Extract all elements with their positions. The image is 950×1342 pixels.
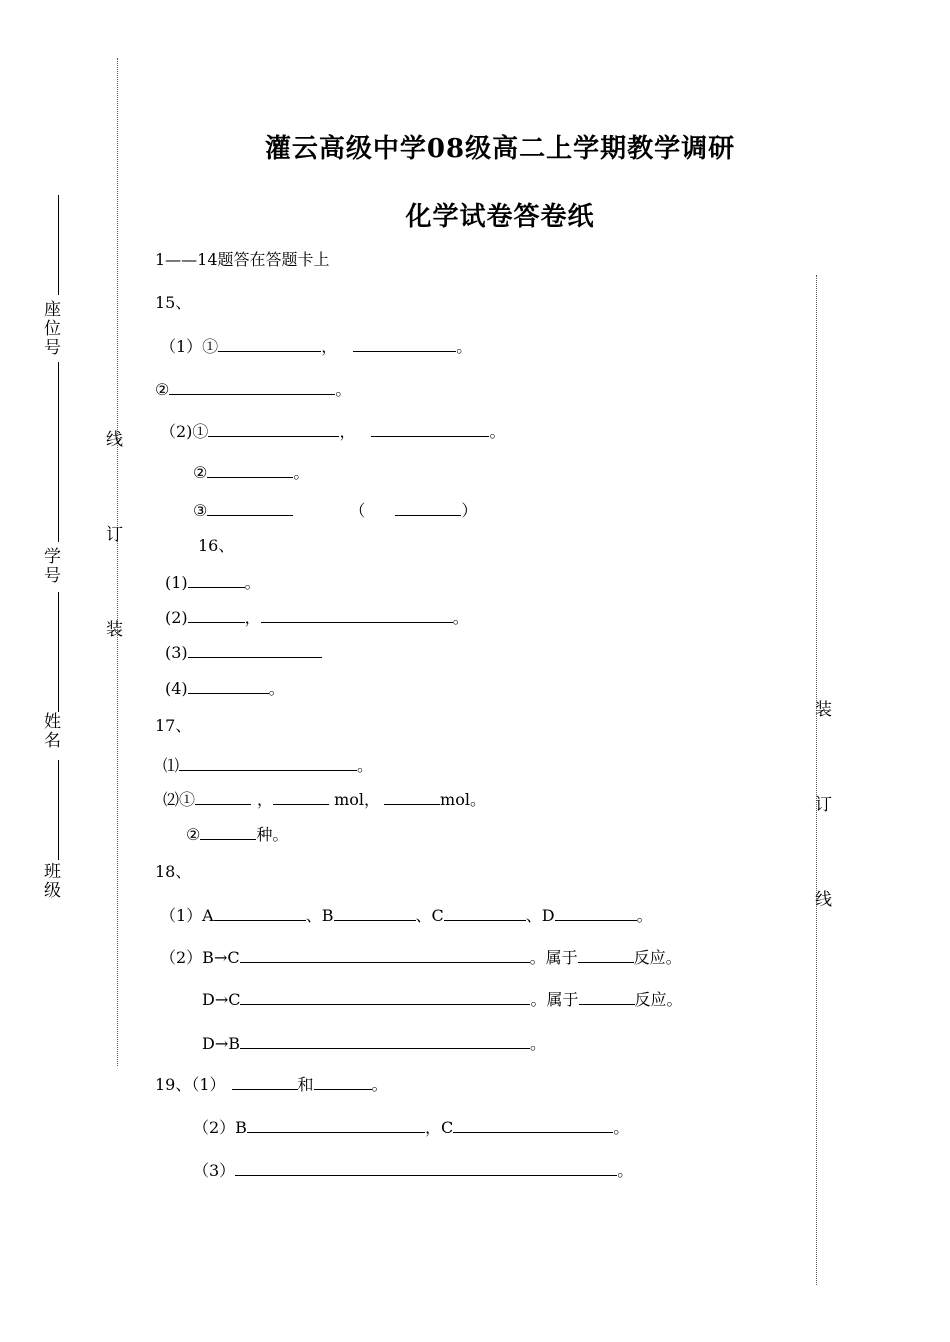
q18-part3-prefix: D→C — [202, 990, 241, 1009]
q16-part3-line — [165, 642, 322, 663]
q18-heading: 18、 — [155, 862, 192, 881]
q15-part2b-line — [193, 462, 309, 483]
q18-part1-c: 、C — [415, 906, 444, 925]
q15-part2c-prefix: ③ — [193, 501, 208, 520]
q15-part1-prefix: （1）① — [160, 337, 219, 356]
q15-part2-line — [160, 421, 505, 442]
q16-part4-blank[interactable] — [188, 678, 269, 694]
q15-part1-end: 。 — [456, 337, 473, 356]
q15-part2b-blank[interactable] — [207, 462, 293, 478]
q15-part2-end: 。 — [489, 422, 506, 441]
q18-part2-end: 反应。 — [633, 948, 682, 967]
q19-part2-end: 。 — [613, 1118, 630, 1137]
q15-part1b-prefix: ② — [155, 380, 170, 399]
q16-heading: 16、 — [198, 536, 235, 555]
q15-part2-blank1[interactable] — [208, 421, 339, 437]
q15-part1b-end: 。 — [335, 380, 352, 399]
q19-part1-line — [155, 1074, 388, 1095]
seat-number-label: 座位号 — [40, 300, 60, 357]
q17-part1-prefix: ⑴ — [163, 756, 180, 775]
q15-part2-sep: ， — [339, 422, 356, 441]
q17-heading: 17、 — [155, 716, 192, 735]
q19-part3-end: 。 — [617, 1161, 634, 1180]
q15-part1b-blank[interactable] — [169, 379, 335, 395]
q18-part1-blank-b[interactable] — [334, 905, 416, 921]
page-subtitle: 化学试卷答卷纸 — [405, 202, 595, 232]
q18-part1-blank-d[interactable] — [555, 905, 637, 921]
q17-part2-sep1: ， — [257, 790, 274, 809]
student-id-rule — [58, 362, 59, 542]
q17-part2-blank1[interactable] — [195, 789, 251, 805]
q17-part2-prefix: ⑵① — [163, 790, 196, 809]
q18-part1-blank-a[interactable] — [214, 905, 306, 921]
q18-part1-line — [160, 905, 653, 926]
q16-part2-blank2[interactable] — [261, 607, 453, 623]
left-mark-zhuang: 装 — [102, 620, 122, 639]
q19-part2-c: ，C — [424, 1118, 454, 1137]
q18-part1-d: 、D — [525, 906, 555, 925]
q18-part4-blank[interactable] — [240, 1033, 530, 1049]
q18-part1-b: 、B — [305, 906, 334, 925]
q15-part2-prefix: （2)① — [160, 422, 209, 441]
q18-part1-end: 。 — [636, 906, 653, 925]
q16-part2-line — [165, 607, 469, 628]
q15-part2c-line — [193, 500, 477, 521]
q19-part1-end: 。 — [371, 1075, 388, 1094]
q15-part2c-blank2[interactable] — [395, 500, 461, 516]
q17-part2-unit2: mol。 — [440, 790, 486, 809]
q18-part4-line — [202, 1033, 546, 1054]
name-label: 姓名 — [40, 712, 60, 750]
name-rule — [58, 592, 59, 712]
q19-part2-prefix: （2）B — [193, 1118, 247, 1137]
q15-part2c-paren-close: ） — [461, 501, 478, 520]
student-id-label: 学号 — [40, 547, 60, 585]
q15-part1b-line — [155, 379, 351, 400]
q15-part1-sep: ， — [321, 337, 338, 356]
q17-part2-blank3[interactable] — [384, 789, 440, 805]
q15-part1-line — [160, 336, 472, 357]
q16-part1-end: 。 — [244, 573, 261, 592]
q17-part2b-prefix: ② — [186, 825, 201, 844]
q16-part1-line — [165, 572, 261, 593]
q17-part1-blank[interactable] — [179, 755, 357, 771]
q15-part1-blank2[interactable] — [353, 336, 456, 352]
q17-part2b-end: 种。 — [256, 825, 289, 844]
q15-part2c-paren-open: （ — [349, 501, 366, 520]
q19-part3-prefix: （3） — [193, 1161, 236, 1180]
q16-part3-blank[interactable] — [188, 642, 322, 658]
q17-part1-end: 。 — [357, 756, 374, 775]
q15-heading: 15、 — [155, 293, 192, 312]
q17-part2b-line — [186, 824, 288, 845]
left-mark-line: 线 — [102, 430, 122, 449]
q16-part3-prefix: (3) — [165, 643, 188, 662]
class-rule — [58, 760, 59, 860]
q19-part3-line — [193, 1160, 633, 1181]
q17-part2-blank2[interactable] — [273, 789, 329, 805]
q18-part3-mid: 。属于 — [530, 990, 579, 1009]
q17-part1-line — [163, 755, 373, 776]
q19-part1-blank2[interactable] — [314, 1074, 372, 1090]
q16-part2-blank1[interactable] — [188, 607, 245, 623]
q18-part2-blank1[interactable] — [240, 947, 530, 963]
q16-part1-prefix: (1) — [165, 573, 188, 592]
q18-part3-blank2[interactable] — [579, 989, 635, 1005]
q15-part1-blank1[interactable] — [218, 336, 321, 352]
page-title: 灌云高级中学08级高二上学期教学调研 — [264, 134, 736, 164]
q18-part1-prefix: （1）A — [160, 906, 214, 925]
right-mark-ding: 订 — [811, 795, 831, 814]
q19-part2-blank-b[interactable] — [247, 1117, 425, 1133]
class-label: 班级 — [40, 862, 60, 900]
q18-part2-blank2[interactable] — [578, 947, 634, 963]
q16-part2-prefix: (2) — [165, 608, 188, 627]
right-binding-line — [816, 275, 817, 1285]
left-mark-ding: 订 — [102, 525, 122, 544]
q17-part2b-blank[interactable] — [200, 824, 256, 840]
q17-part2-line — [163, 789, 486, 810]
q16-part4-prefix: (4) — [165, 679, 188, 698]
q19-part3-blank[interactable] — [235, 1160, 617, 1176]
q15-part2c-blank1[interactable] — [207, 500, 293, 516]
q18-part2-mid: 。属于 — [529, 948, 578, 967]
q18-part2-prefix: （2）B→C — [160, 948, 240, 967]
q17-part2-unit1: mol， — [329, 790, 381, 809]
q18-part3-blank1[interactable] — [240, 989, 530, 1005]
q16-part2-end: 。 — [452, 608, 469, 627]
q19-part2-blank-c[interactable] — [453, 1117, 613, 1133]
q16-part4-end: 。 — [268, 679, 285, 698]
q16-part4-line — [165, 678, 285, 699]
right-mark-zhuang: 装 — [811, 700, 831, 719]
right-mark-line: 线 — [811, 890, 831, 909]
q18-part3-line — [202, 989, 683, 1010]
q15-part2-blank2[interactable] — [371, 421, 489, 437]
intro-text: 1——14题答在答题卡上 — [155, 250, 330, 269]
q18-part4-end: 。 — [530, 1034, 547, 1053]
q19-part1-prefix: 19、（1） — [155, 1075, 226, 1094]
q15-part2b-prefix: ② — [193, 463, 208, 482]
q18-part2-line — [160, 947, 682, 968]
q16-part2-sep: ， — [244, 608, 261, 627]
q19-part2-line — [193, 1117, 629, 1138]
q16-part1-blank[interactable] — [188, 572, 245, 588]
q15-part2b-end: 。 — [293, 463, 310, 482]
q18-part1-blank-c[interactable] — [444, 905, 526, 921]
q19-part1-blank1[interactable] — [232, 1074, 298, 1090]
q19-part1-and: 和 — [297, 1075, 314, 1094]
q18-part4-prefix: D→B — [202, 1034, 240, 1053]
q18-part3-end: 反应。 — [634, 990, 683, 1009]
